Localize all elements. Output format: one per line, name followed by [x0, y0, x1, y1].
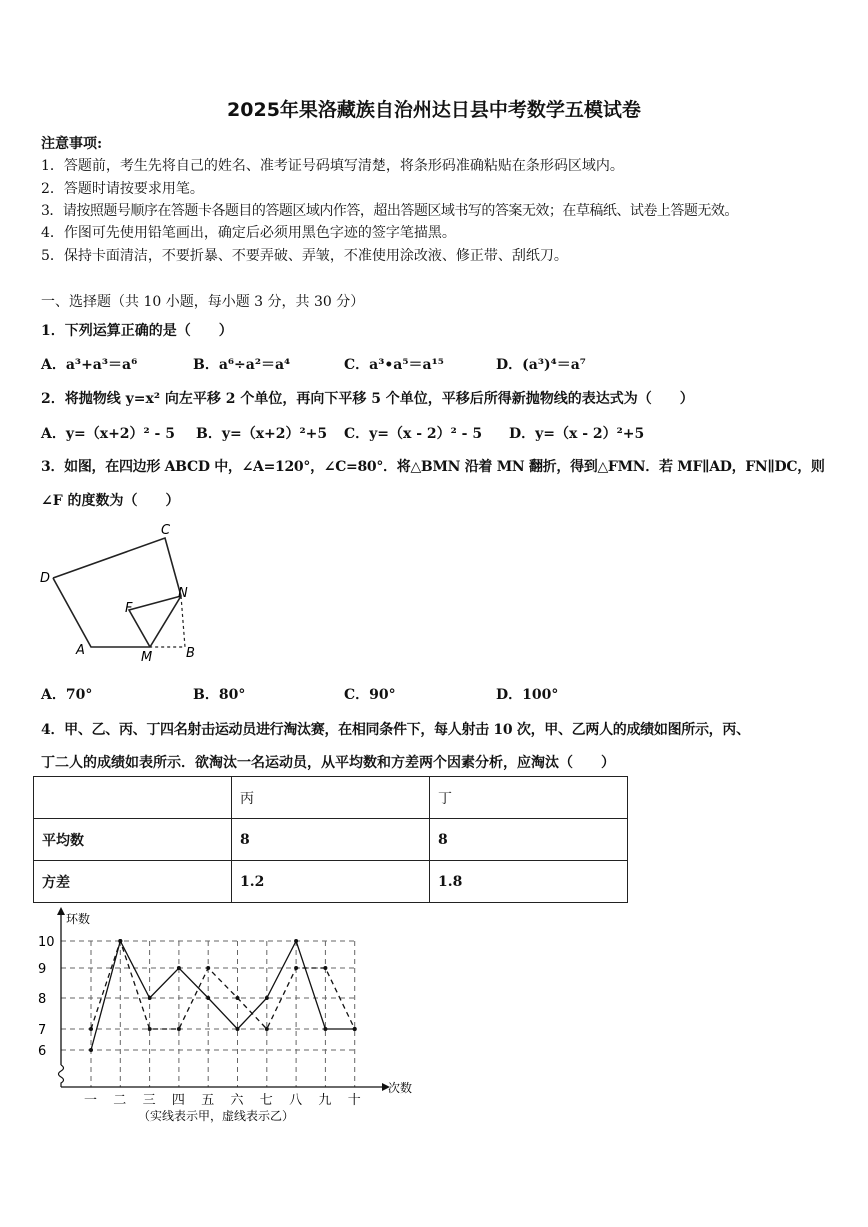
x-tick-label: 八	[289, 1093, 303, 1108]
score-table	[33, 776, 628, 903]
data-point	[353, 1027, 357, 1031]
x-tick-label: 六	[230, 1093, 244, 1108]
table-cell: 方差	[34, 861, 232, 903]
x-tick-label: 十	[347, 1093, 361, 1108]
data-point	[265, 996, 269, 1000]
quadrilateral-figure	[35, 520, 210, 670]
data-point	[118, 939, 122, 943]
table-cell: 8	[430, 819, 628, 861]
label-n: N	[178, 586, 188, 601]
quadrilateral-abcd	[53, 538, 181, 647]
data-point	[236, 996, 240, 1000]
question-4-stem-cont: 丁二人的成绩如表所示．欲淘汰一名运动员，从平均数和方差两个因素分析，应淘汰（ ）	[41, 755, 615, 771]
data-point	[89, 1027, 93, 1031]
data-point	[89, 1048, 93, 1052]
q3-option-d: D．100°	[496, 687, 559, 703]
data-point	[323, 966, 327, 970]
data-point	[294, 939, 298, 943]
q3-option-b: B．80°	[193, 687, 246, 703]
table-row	[34, 861, 628, 903]
y-tick-label: 8	[38, 992, 47, 1007]
x-tick-label: 二	[113, 1093, 127, 1108]
scores-line-chart	[30, 905, 430, 1130]
q2-option-d: D．y=（x - 2）²+5	[509, 426, 645, 442]
q1-option-c: C．a³•a⁵＝a¹⁵	[344, 357, 444, 373]
data-point	[206, 996, 210, 1000]
y-tick-label: 7	[38, 1023, 47, 1038]
x-tick-label: 一	[84, 1093, 98, 1108]
notice-item: 2．答题时请按要求用笔。	[41, 181, 204, 197]
data-point	[265, 1027, 269, 1031]
data-point	[148, 1027, 152, 1031]
x-tick-label: 七	[259, 1093, 273, 1108]
x-tick-label: 五	[201, 1093, 215, 1108]
label-m: M	[141, 650, 153, 665]
q3-option-a: A．70°	[41, 687, 93, 703]
page-title: 2025年果洛藏族自治州达日县中考数学五模试卷	[227, 99, 641, 121]
q2-option-c: C．y=（x - 2）² - 5	[344, 426, 483, 442]
notice-item: 5．保持卡面清洁，不要折暴、不要弄破、弄皱，不准使用涂改液、修正带、刮纸刀。	[41, 248, 568, 264]
y-tick-label: 10	[38, 935, 55, 950]
label-a: A	[76, 643, 85, 658]
q1-option-b: B．a⁶÷a²＝a⁴	[193, 357, 291, 373]
table-cell: 1.8	[430, 861, 628, 903]
series-line-jia	[91, 941, 355, 1050]
x-tick-label: 九	[318, 1093, 332, 1108]
question-2-stem: 2．将抛物线 y=x² 向左平移 2 个单位，再向下平移 5 个单位，平移后所得新抛物线的表达式为（ ）	[41, 391, 694, 407]
label-c: C	[161, 523, 171, 538]
x-axis-title: 次数	[388, 1081, 413, 1095]
question-3-stem-cont: ∠F 的度数为（ ）	[41, 493, 180, 509]
notice-item: 4．作图可先使用铅笔画出，确定后必须用黑色字迹的签字笔描黑。	[41, 225, 456, 241]
table-cell: 平均数	[34, 819, 232, 861]
q2-option-a: A．y=（x+2）² - 5	[41, 426, 175, 442]
question-3-stem: 3．如图，在四边形 ABCD 中，∠A=120°，∠C=80°．将△BMN 沿着 MN 翻折，得到△FMN．若 MF∥AD，FN∥DC，则	[41, 459, 825, 475]
notice-heading: 注意事项:	[41, 136, 103, 152]
chart-caption: （实线表示甲，虚线表示乙）	[138, 1109, 295, 1123]
data-point	[177, 1027, 181, 1031]
table-cell: 丙	[232, 777, 430, 819]
axis-break	[59, 1065, 64, 1087]
x-tick-label: 三	[142, 1093, 156, 1108]
y-axis-title: 环数	[66, 912, 91, 926]
table-row	[34, 819, 628, 861]
data-point	[294, 966, 298, 970]
series-line-yi	[91, 941, 355, 1029]
notice-item: 1．答题前，考生先将自己的姓名、准考证号码填写清楚，将条形码准确粘贴在条形码区域内。	[41, 158, 624, 174]
label-d: D	[40, 571, 51, 586]
table-cell	[34, 777, 232, 819]
question-1-stem: 1．下列运算正确的是（ ）	[41, 323, 233, 339]
data-point	[323, 1027, 327, 1031]
y-tick-label: 6	[38, 1044, 47, 1059]
data-point	[148, 996, 152, 1000]
data-point	[236, 1027, 240, 1031]
q2-option-b: B．y=（x+2）²+5	[196, 426, 328, 442]
label-b: B	[186, 646, 195, 661]
data-point	[206, 966, 210, 970]
q3-option-c: C．90°	[344, 687, 396, 703]
table-cell: 8	[232, 819, 430, 861]
table-header-row	[34, 777, 628, 819]
table-cell: 1.2	[232, 861, 430, 903]
label-f: F	[125, 601, 133, 616]
q1-option-d: D．(a³)⁴＝a⁷	[496, 357, 586, 373]
notice-item: 3．请按照题号顺序在答题卡各题目的答题区域内作答，超出答题区域书写的答案无效；在草稿纸、试卷上答题无效。	[41, 203, 738, 219]
y-axis-arrow	[57, 907, 65, 915]
data-point	[177, 966, 181, 970]
x-tick-label: 四	[171, 1093, 185, 1108]
table-cell: 丁	[430, 777, 628, 819]
section-heading: 一、选择题（共 10 小题，每小题 3 分，共 30 分）	[41, 294, 365, 310]
q1-option-a: A．a³+a³＝a⁶	[41, 357, 138, 373]
y-tick-label: 9	[38, 962, 47, 977]
question-4-stem: 4．甲、乙、丙、丁四名射击运动员进行淘汰赛，在相同条件下，每人射击 10 次，甲、乙两人的成绩如图所示，丙、	[41, 722, 750, 738]
